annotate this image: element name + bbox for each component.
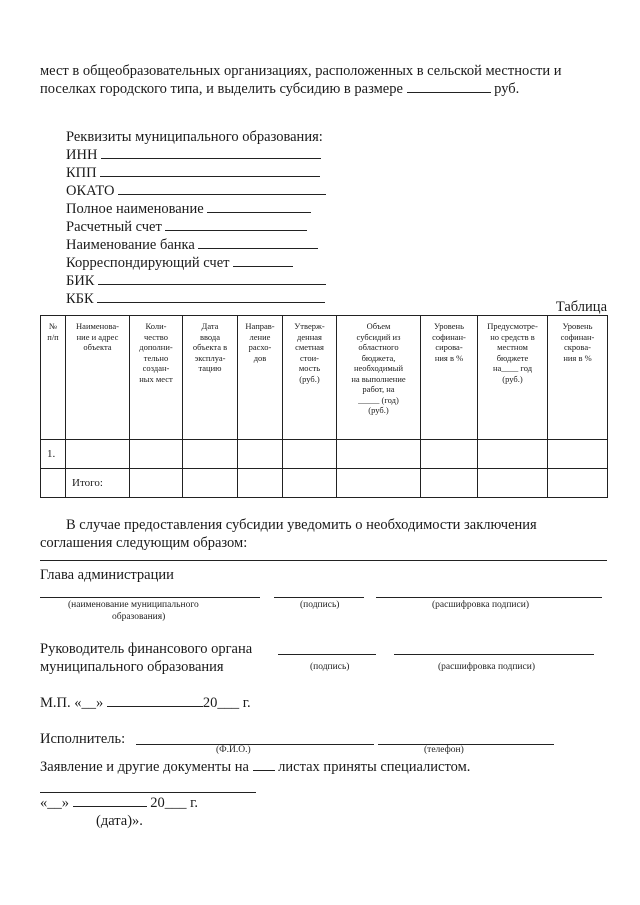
table-cell[interactable]	[548, 469, 608, 498]
requisite-full-name	[66, 200, 311, 218]
table-header-cell	[478, 316, 548, 440]
fin-head-title-2: муниципального образования	[40, 659, 224, 675]
intro-line-2	[40, 80, 519, 98]
table-cell[interactable]: 1.	[41, 440, 66, 469]
requisite-blank[interactable]	[233, 254, 293, 267]
requisites-heading: Реквизиты муниципального образования:	[66, 129, 323, 145]
requisite-blank[interactable]	[198, 236, 318, 249]
executor-phone-line[interactable]	[378, 744, 554, 745]
header-text: № п/п	[47, 321, 59, 342]
requisite-label: ИНН	[66, 147, 98, 163]
header-text: Объем субсидий из областного бюджета, необходимый на выполнение работ, на _____ (год) (руб.)	[351, 321, 406, 415]
header-text: Утверж- денная сметная стои- мость (руб.)	[294, 321, 325, 384]
requisite-label: Полное наименование	[66, 201, 204, 217]
requisite-label: ОКАТО	[66, 183, 115, 199]
requisite-blank[interactable]	[100, 164, 320, 177]
requisite-kpp	[66, 164, 320, 182]
table-header-cell	[283, 316, 337, 440]
table-cell[interactable]	[66, 440, 130, 469]
intro-line-1: мест в общеобразовательных организациях, расположенных в сельской местности и	[40, 63, 562, 79]
stamp-date-line	[40, 694, 251, 712]
header-text: Уровень софинан- скрова- ния в %	[560, 321, 595, 363]
requisite-bank	[66, 236, 318, 254]
caption-signature: (подпись)	[300, 600, 340, 610]
table-cell[interactable]	[183, 440, 238, 469]
received-text-start: Заявление и другие документы на	[40, 759, 249, 775]
caption-signature: (подпись)	[310, 662, 350, 672]
fin-head-decode-line[interactable]	[394, 654, 594, 655]
head-admin-sign-line[interactable]	[274, 597, 364, 598]
table-header-cell	[421, 316, 478, 440]
requisite-blank[interactable]	[101, 146, 321, 159]
caption-phone: (телефон)	[424, 745, 464, 755]
subsidy-amount-blank[interactable]	[407, 80, 491, 93]
executor-name-line[interactable]	[136, 744, 374, 745]
notice-line-2: соглашения следующим образом:	[40, 535, 248, 551]
received-month-blank[interactable]	[73, 794, 147, 807]
header-text: Наименова- ние и адрес объекта	[76, 321, 119, 352]
head-admin-decode-line[interactable]	[376, 597, 602, 598]
requisite-corr-account	[66, 254, 293, 272]
table-cell[interactable]	[548, 440, 608, 469]
caption-date: (дата)».	[96, 813, 143, 829]
caption-municipality-name-2: образования)	[112, 612, 166, 622]
executor-label: Исполнитель:	[40, 731, 126, 747]
requisite-blank[interactable]	[118, 182, 326, 195]
received-day: «__»	[40, 795, 69, 811]
received-year: 20___ г.	[150, 795, 199, 811]
received-pages-blank[interactable]	[253, 758, 275, 771]
table-cell[interactable]	[421, 469, 478, 498]
requisite-label: Наименование банка	[66, 237, 195, 253]
table-cell[interactable]	[238, 469, 283, 498]
table-cell[interactable]	[337, 469, 421, 498]
caption-fio: (Ф.И.О.)	[216, 745, 251, 755]
header-text: Направ- ление расхо- дов	[245, 321, 275, 363]
requisite-label: Корреспондирующий счет	[66, 255, 230, 271]
table-row	[41, 440, 608, 469]
requisite-blank[interactable]	[207, 200, 311, 213]
header-text: Коли- чество дополни- тельно создан- ных мест	[139, 321, 173, 384]
requisite-label: БИК	[66, 273, 95, 289]
specialist-line[interactable]	[40, 792, 256, 793]
head-admin-title: Глава администрации	[40, 567, 174, 583]
table-header-row	[41, 316, 608, 440]
intro-line-2-text: поселках городского типа, и выделить субсидию в размере	[40, 81, 403, 97]
stamp-label: М.П. «__»	[40, 695, 104, 711]
table-header-cell	[337, 316, 421, 440]
received-text-end: листах приняты специалистом.	[278, 759, 471, 775]
table-cell[interactable]	[238, 440, 283, 469]
requisite-bik	[66, 272, 326, 290]
table-header-cell	[130, 316, 183, 440]
header-text: Уровень софинан- сирова- ния в %	[432, 321, 466, 363]
caption-signature-decode: (расшифровка подписи)	[432, 600, 529, 610]
table-cell[interactable]	[478, 469, 548, 498]
table-cell[interactable]	[41, 469, 66, 498]
subsidy-table	[40, 315, 608, 498]
requisite-label: КБК	[66, 291, 94, 307]
table-cell[interactable]	[183, 469, 238, 498]
table-caption: Таблица	[555, 299, 607, 315]
table-cell[interactable]	[337, 440, 421, 469]
header-text: Дата ввода объекта в эксплуа- тацию	[192, 321, 228, 373]
fin-head-title-1: Руководитель финансового органа	[40, 641, 253, 657]
requisite-blank[interactable]	[98, 272, 326, 285]
table-cell[interactable]	[478, 440, 548, 469]
table-header-cell	[66, 316, 130, 440]
table-cell[interactable]	[283, 469, 337, 498]
received-date-line	[40, 794, 198, 812]
received-line	[40, 758, 470, 776]
stamp-month-blank[interactable]	[107, 694, 203, 707]
requisite-label: Расчетный счет	[66, 219, 162, 235]
table-cell[interactable]	[421, 440, 478, 469]
requisite-okato	[66, 182, 326, 200]
table-cell[interactable]	[283, 440, 337, 469]
requisite-inn	[66, 146, 321, 164]
requisite-label: КПП	[66, 165, 97, 181]
stamp-year: 20___ г.	[202, 695, 251, 711]
notice-line-1: В случае предоставления субсидии уведомить о необходимости заключения	[66, 517, 537, 533]
table-header-cell	[183, 316, 238, 440]
table-header-cell	[41, 316, 66, 440]
requisite-kbk	[66, 290, 325, 308]
caption-signature-decode: (расшифровка подписи)	[438, 662, 535, 672]
notice-answer-line[interactable]	[40, 560, 607, 561]
fin-head-sign-line[interactable]	[278, 654, 376, 655]
head-admin-name-line[interactable]	[40, 597, 260, 598]
table-total-row	[41, 469, 608, 498]
requisite-blank[interactable]	[165, 218, 307, 231]
header-text: Предусмотре- но средств в местном бюджете на____ год (руб.)	[487, 321, 538, 384]
table-header-cell	[548, 316, 608, 440]
requisite-account	[66, 218, 307, 236]
caption-municipality-name: (наименование муниципального	[68, 600, 199, 610]
table-cell[interactable]	[130, 440, 183, 469]
currency-label: руб.	[494, 81, 520, 97]
requisite-blank[interactable]	[97, 290, 325, 303]
table-cell[interactable]: Итого:	[66, 469, 130, 498]
table-header-cell	[238, 316, 283, 440]
table-cell[interactable]	[130, 469, 183, 498]
